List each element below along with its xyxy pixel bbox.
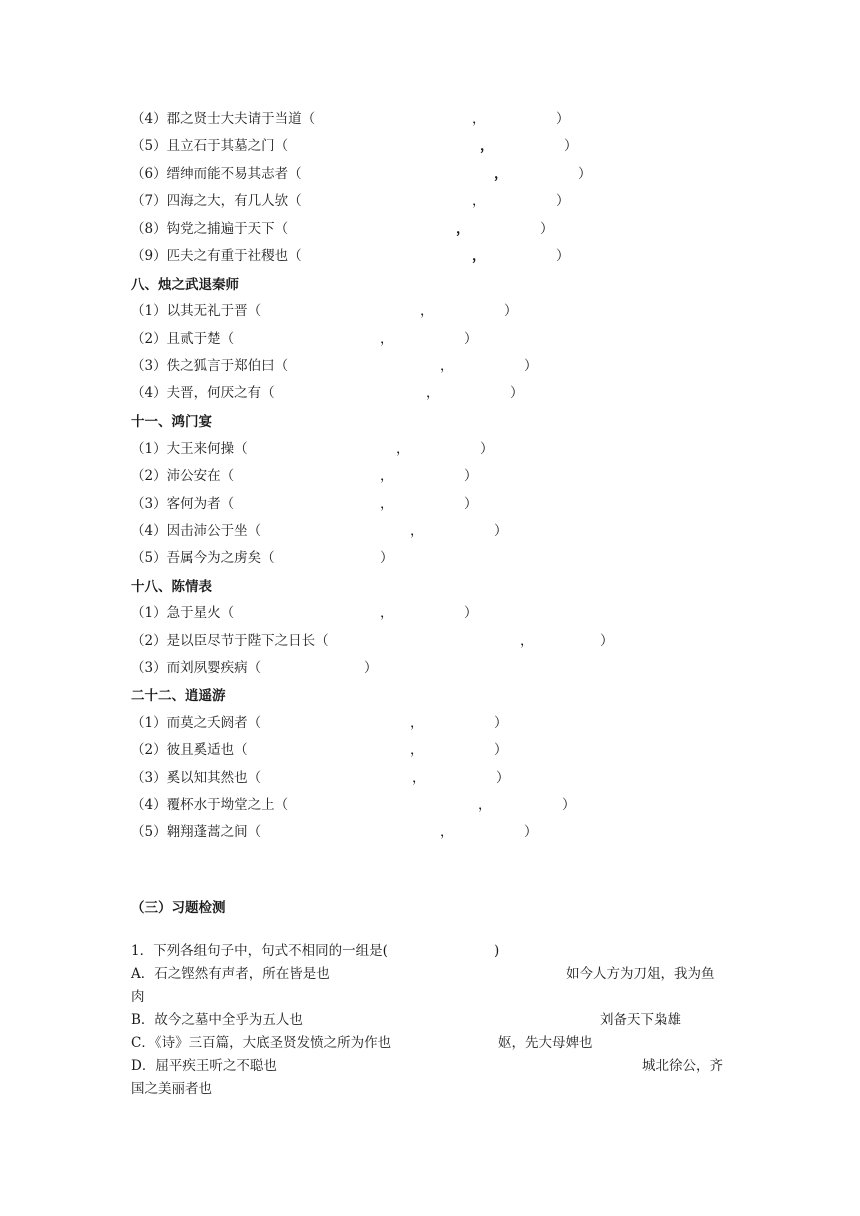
section-heading: 十八、陈情表 xyxy=(131,579,212,595)
answer-close: ） xyxy=(556,193,570,209)
answer-close: ） xyxy=(600,633,614,649)
list-item: （8）钩党之捕遍于天下（ xyxy=(131,221,289,237)
list-item: （3）而刘夙婴疾病（ xyxy=(131,660,262,676)
list-item: （4）夫晋，何厌之有（ xyxy=(131,385,275,401)
answer-comma: ， xyxy=(426,385,440,401)
answer-comma: ， xyxy=(380,468,394,484)
answer-close: ） xyxy=(578,166,592,182)
list-item: （4）覆杯水于坳堂之上（ xyxy=(131,797,289,813)
answer-comma: ， xyxy=(494,166,508,182)
list-item: （9）匹夫之有重于社稷也（ xyxy=(131,248,302,264)
list-item: （5）翱翔蓬蒿之间（ xyxy=(131,824,262,840)
answer-close: ） xyxy=(556,248,570,264)
section-heading: 十一、鸿门宴 xyxy=(131,414,212,430)
answer-comma: ， xyxy=(440,824,454,840)
answer-close: ） xyxy=(494,715,508,731)
answer-comma: ， xyxy=(410,742,424,758)
answer-comma: ， xyxy=(480,138,494,154)
list-item: （5）且立石于其墓之门（ xyxy=(131,138,289,154)
answer-close: ） xyxy=(464,331,478,347)
answer-close: ） xyxy=(504,303,518,319)
answer-close: ） xyxy=(464,496,478,512)
answer-comma: ， xyxy=(520,633,534,649)
list-item: （4）因击沛公于坐（ xyxy=(131,523,262,539)
option-d-continued: 国之美丽者也 xyxy=(131,1081,212,1097)
answer-comma: ， xyxy=(472,248,486,264)
answer-comma: ， xyxy=(456,221,470,237)
answer-comma: ， xyxy=(440,358,454,374)
option-c-left: C．《诗》三百篇，大底圣贤发愤之所为作也 xyxy=(131,1035,392,1051)
list-item: （2）彼且奚适也（ xyxy=(131,742,248,758)
answer-comma: ， xyxy=(412,770,426,786)
question-stem: 1．下列各组句子中，句式不相同的一组是( xyxy=(131,943,388,959)
list-item: （1）急于星火（ xyxy=(131,605,235,621)
list-item: （3）客何为者（ xyxy=(131,496,235,512)
list-item: （4）郡之贤士大夫请于当道（ xyxy=(131,111,316,127)
list-item: （1）而莫之夭阏者（ xyxy=(131,715,262,731)
exercise-heading: （三）习题检测 xyxy=(131,900,226,916)
answer-comma: ， xyxy=(380,331,394,347)
option-a-continued: 肉 xyxy=(131,989,145,1005)
answer-comma: ， xyxy=(472,193,486,209)
section-heading: 二十二、逍遥游 xyxy=(131,688,226,704)
answer-close: ） xyxy=(464,468,478,484)
list-item: （2）是以臣尽节于陛下之日长（ xyxy=(131,633,329,649)
list-item: （3）佚之狐言于郑伯曰（ xyxy=(131,358,289,374)
list-item: （1）以其无礼于晋（ xyxy=(131,303,262,319)
answer-close: ） xyxy=(364,660,378,676)
answer-comma: ， xyxy=(472,111,486,127)
list-item: （7）四海之大，有几人欤（ xyxy=(131,193,302,209)
answer-comma: ， xyxy=(478,797,492,813)
answer-comma: ， xyxy=(420,303,434,319)
option-a-left: A．石之铿然有声者，所在皆是也 xyxy=(131,966,330,982)
list-item: （2）且贰于楚（ xyxy=(131,331,235,347)
answer-close: ） xyxy=(540,221,554,237)
answer-comma: ， xyxy=(410,715,424,731)
answer-close: ） xyxy=(510,385,524,401)
option-d-right: 城北徐公，齐 xyxy=(642,1058,723,1074)
list-item: （1）大王来何操（ xyxy=(131,441,248,457)
list-item: （3）奚以知其然也（ xyxy=(131,770,262,786)
list-item: （5）吾属今为之虏矣（ xyxy=(131,550,275,566)
answer-comma: ， xyxy=(380,496,394,512)
answer-comma: ， xyxy=(410,523,424,539)
answer-close: ） xyxy=(464,605,478,621)
option-d-left: D．屈平疾王听之不聪也 xyxy=(131,1058,277,1074)
section-heading: 八、烛之武退秦师 xyxy=(131,277,239,293)
answer-close: ） xyxy=(562,797,576,813)
answer-close: ） xyxy=(524,824,538,840)
answer-close: ） xyxy=(564,138,578,154)
option-b-left: B．故今之墓中全乎为五人也 xyxy=(131,1012,303,1028)
answer-close: ） xyxy=(494,742,508,758)
answer-close: ) xyxy=(494,943,500,959)
answer-close: ） xyxy=(494,523,508,539)
answer-close: ） xyxy=(380,550,394,566)
answer-close: ） xyxy=(556,111,570,127)
option-c-right: 妪，先大母婢也 xyxy=(498,1035,593,1051)
answer-close: ） xyxy=(480,441,494,457)
answer-close: ） xyxy=(524,358,538,374)
answer-comma: ， xyxy=(396,441,410,457)
answer-comma: ， xyxy=(380,605,394,621)
option-a-right: 如今人方为刀俎，我为鱼 xyxy=(566,966,715,982)
list-item: （2）沛公安在（ xyxy=(131,468,235,484)
answer-close: ） xyxy=(496,770,510,786)
list-item: （6）缙绅而能不易其志者（ xyxy=(131,166,302,182)
option-b-right: 刘备天下枭雄 xyxy=(600,1012,681,1028)
